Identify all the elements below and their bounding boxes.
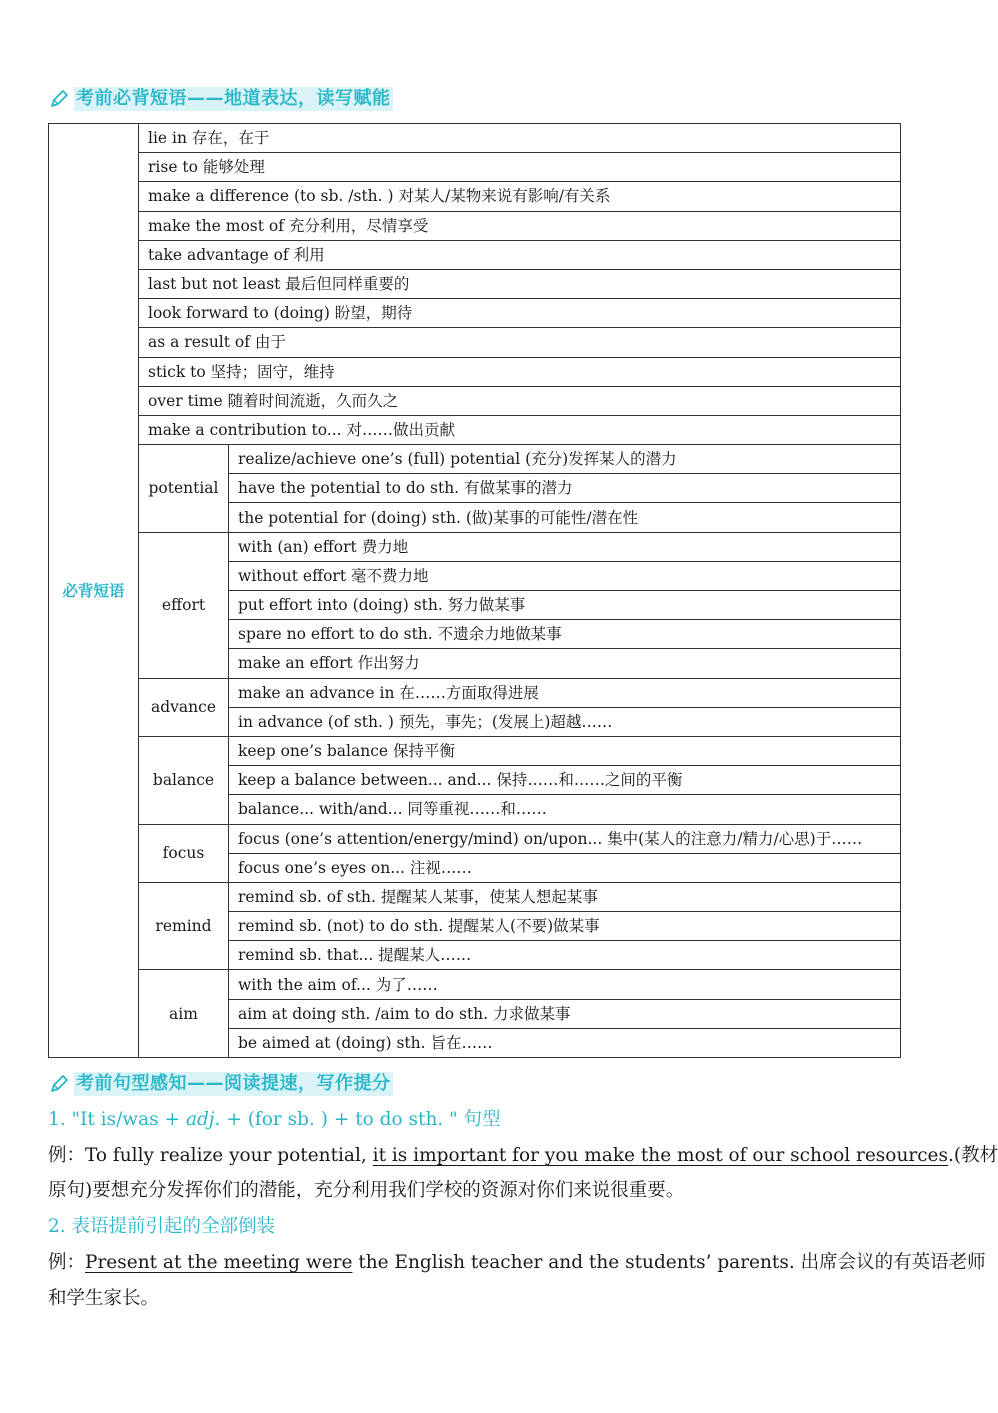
example-text: 例：To fully realize your potential,	[48, 1145, 373, 1166]
phrase-cell: make a difference (to sb. /sth. ) 对某人/某物来说有影响/有关系	[139, 182, 901, 211]
section-heading-text: 考前必背短语——地道表达，读写赋能	[76, 88, 391, 109]
table-row	[49, 882, 901, 911]
keyword-cell: potential	[139, 445, 229, 533]
phrase-cell: stick to 坚持；固守，维持	[139, 357, 901, 386]
phrase-cell: rise to 能够处理	[139, 153, 901, 182]
pattern-item-2: 2. 表语提前引起的全部倒装	[48, 1216, 276, 1237]
example-1-line-1	[48, 1143, 998, 1169]
phrase-cell: as a result of 由于	[139, 328, 901, 357]
keyword-cell: aim	[139, 970, 229, 1058]
phrase-cell: make an advance in 在……方面取得进展	[229, 678, 901, 707]
table-row	[49, 532, 901, 561]
phrase-cell: keep one’s balance 保持平衡	[229, 736, 901, 765]
phrase-cell: make a contribution to... 对……做出贡献	[139, 415, 901, 444]
table-row	[49, 299, 901, 328]
phrase-cell: with (an) effort 费力地	[229, 532, 901, 561]
pencil-icon	[48, 88, 70, 110]
phrase-cell: focus one’s eyes on... 注视……	[229, 853, 901, 882]
phrase-cell: in advance (of sth. ) 预先，事先；(发展上)超越……	[229, 707, 901, 736]
table-row	[49, 678, 901, 707]
keyword-cell: remind	[139, 882, 229, 970]
phrase-cell: realize/achieve one’s (full) potential (充分)发挥某人的潜力	[229, 445, 901, 474]
pencil-icon	[48, 1073, 70, 1095]
phrase-cell: remind sb. that... 提醒某人……	[229, 941, 901, 970]
table-row	[49, 211, 901, 240]
example-1-line-2: 原句)要想充分发挥你们的潜能，充分利用我们学校的资源对你们来说很重要。	[48, 1180, 685, 1201]
table-row	[49, 153, 901, 182]
phrase-cell: aim at doing sth. /aim to do sth. 力求做某事	[229, 999, 901, 1028]
pattern-text: 1. "It is/was +	[48, 1109, 186, 1130]
phrase-cell: make an effort 作出努力	[229, 649, 901, 678]
phrase-cell: lie in 存在，在于	[139, 124, 901, 153]
table-row	[49, 386, 901, 415]
phrase-cell: focus (one’s attention/energy/mind) on/upon... 集中(某人的注意力/精力/心思)于……	[229, 824, 901, 853]
phrase-cell: over time 随着时间流逝，久而久之	[139, 386, 901, 415]
pattern-text: + (for sb. ) + to do sth. " 句型	[220, 1109, 501, 1130]
table-row	[49, 736, 901, 765]
phrase-cell: last but not least 最后但同样重要的	[139, 269, 901, 298]
example-2-line-2: 和学生家长。	[48, 1288, 160, 1309]
phrase-cell: remind sb. (not) to do sth. 提醒某人(不要)做某事	[229, 912, 901, 941]
table-row	[49, 269, 901, 298]
table-row	[49, 328, 901, 357]
section-heading-phrases	[48, 86, 393, 112]
example-text: the English teacher and the students’ parents. 出席会议的有英语老师	[352, 1252, 986, 1273]
phrase-cell: with the aim of... 为了……	[229, 970, 901, 999]
category-label: 必背短语	[49, 124, 139, 1058]
pattern-item-1	[48, 1107, 903, 1133]
keyword-cell: balance	[139, 736, 229, 824]
table-row	[49, 182, 901, 211]
table-row	[49, 415, 901, 444]
table-row	[49, 240, 901, 269]
keyword-cell: advance	[139, 678, 229, 736]
example-underlined: it is important for you make the most of our school resources	[372, 1145, 948, 1166]
example-underlined: Present at the meeting were	[85, 1252, 353, 1273]
pattern-adj: adj.	[185, 1109, 221, 1130]
example-text: .(教材	[948, 1145, 998, 1166]
phrase-cell: put effort into (doing) sth. 努力做某事	[229, 591, 901, 620]
phrase-cell: spare no effort to do sth. 不遗余力地做某事	[229, 620, 901, 649]
table-row	[49, 357, 901, 386]
keyword-cell: focus	[139, 824, 229, 882]
phrase-cell: balance... with/and... 同等重视……和……	[229, 795, 901, 824]
phrase-cell: have the potential to do sth. 有做某事的潜力	[229, 474, 901, 503]
phrase-cell: make the most of 充分利用，尽情享受	[139, 211, 901, 240]
table-row	[49, 824, 901, 853]
example-text: 例：	[48, 1252, 86, 1273]
table-row	[49, 445, 901, 474]
phrase-cell: without effort 毫不费力地	[229, 561, 901, 590]
phrase-cell: take advantage of 利用	[139, 240, 901, 269]
section-heading-text: 考前句型感知——阅读提速，写作提分	[76, 1073, 391, 1094]
phrase-cell: the potential for (doing) sth. (做)某事的可能性/潜在性	[229, 503, 901, 532]
keyword-cell: effort	[139, 532, 229, 678]
phrase-cell: look forward to (doing) 盼望，期待	[139, 299, 901, 328]
section-heading-sentences	[48, 1071, 393, 1097]
phrase-cell: remind sb. of sth. 提醒某人某事，使某人想起某事	[229, 882, 901, 911]
phrase-cell: be aimed at (doing) sth. 旨在……	[229, 1028, 901, 1057]
table-row	[49, 124, 901, 153]
example-2-line-1	[48, 1250, 986, 1276]
phrase-cell: keep a balance between... and... 保持……和……之间的平衡	[229, 766, 901, 795]
phrase-table	[48, 123, 901, 1058]
table-row	[49, 970, 901, 999]
